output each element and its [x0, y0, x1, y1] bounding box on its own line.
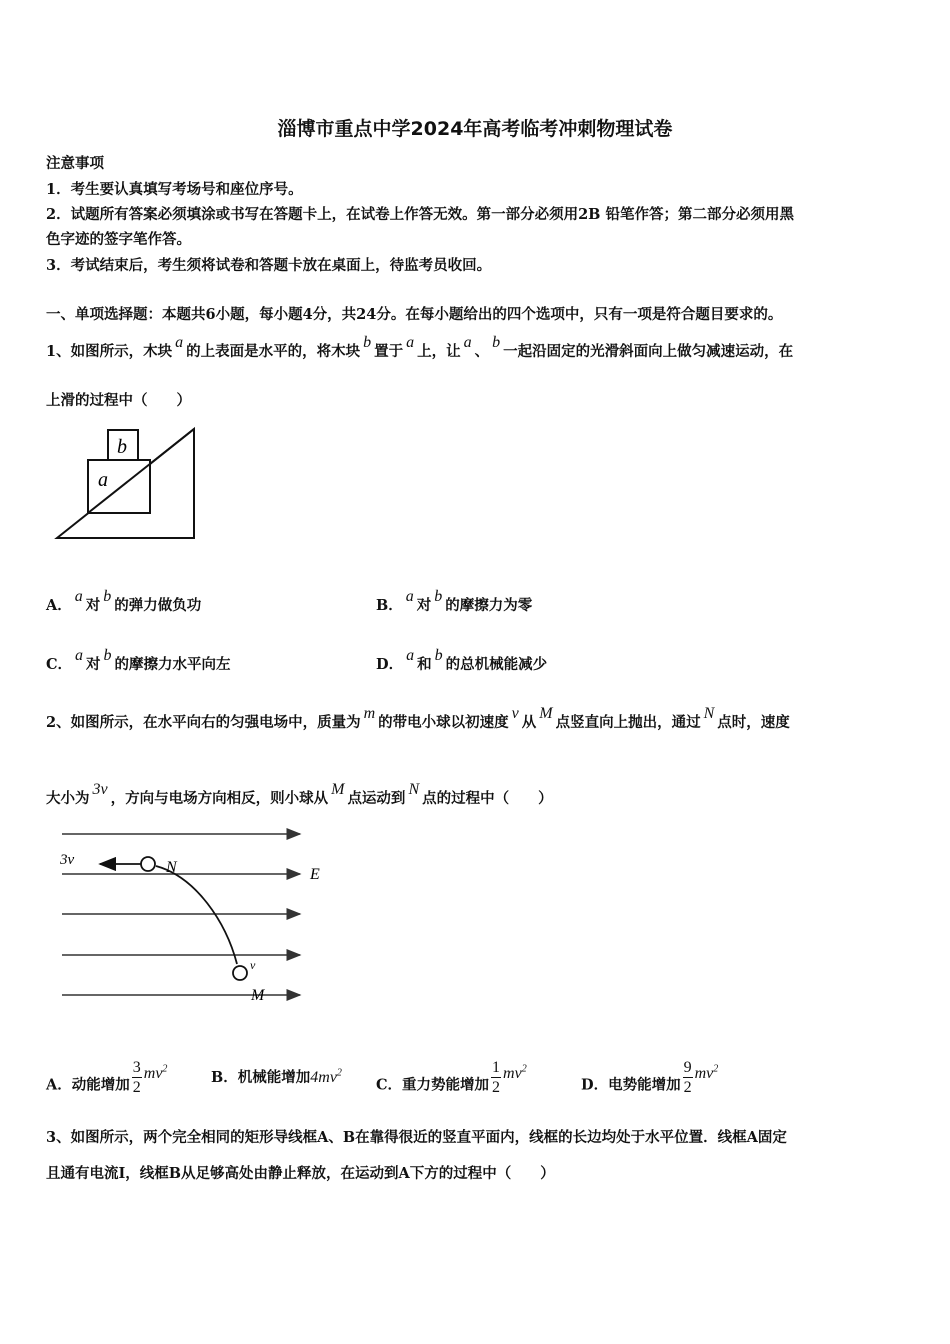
frac-den: 2	[683, 1079, 692, 1096]
q1-option-b-var-b: b	[434, 588, 443, 605]
frac-num: 9	[683, 1059, 692, 1076]
q1-text-6: 一起沿固定的光滑斜面向上做匀减速运动，在	[503, 343, 794, 360]
label-3v: 3v	[60, 852, 75, 868]
q1-option-b-mid: 对	[416, 597, 432, 614]
q1-text-1: 1、如图所示，木块	[46, 343, 173, 360]
q1-var-a-2: a	[406, 334, 415, 351]
question-3-stem: 3、如图所示，两个完全相同的矩形导线框A、B在靠得很近的竖直平面内，线框的长边均处于水平位置．线框A固定	[46, 1129, 787, 1146]
question-3-stem-line-2: 且通有电流I，线框B从足够高处由静止释放，在运动到A下方的过程中（ ）	[46, 1165, 555, 1182]
q1-option-d[interactable]	[376, 647, 548, 674]
q2-option-a-label: A．	[46, 1076, 72, 1094]
q2-option-d-fraction	[683, 1058, 693, 1097]
label-E: E	[310, 866, 320, 883]
q2-text-3: 从	[521, 714, 537, 731]
ball-at-N	[141, 857, 155, 871]
q1-option-c-label: C．	[46, 656, 73, 673]
notice-item-2-cont: 色字迹的签字笔作答。	[46, 231, 191, 248]
frac-num: 1	[492, 1059, 501, 1076]
q1-option-c-var-a: a	[75, 647, 84, 664]
block-b-label: b	[117, 436, 127, 458]
incline-top-segment	[138, 429, 194, 460]
q2-var-N-2: N	[408, 781, 420, 798]
frac-den: 2	[492, 1079, 501, 1096]
q1-option-b-text: 的摩擦力为零	[445, 597, 533, 614]
q2-var-3v: 3v	[92, 781, 108, 798]
q2-option-d-label: D．	[581, 1076, 609, 1094]
frac-den: 2	[132, 1079, 141, 1096]
q1-option-b-label: B．	[376, 597, 403, 614]
q2-option-a-text: 动能增加	[71, 1076, 130, 1094]
q2-l2-text-4: 点的过程中（ ）	[422, 790, 553, 807]
notice-heading: 注意事项	[46, 155, 104, 172]
q2-text-5: 点时，速度	[717, 714, 790, 731]
mv-square: 2	[713, 1063, 719, 1075]
q2-var-N: N	[703, 705, 715, 722]
label-v: v	[250, 958, 256, 972]
q2-l2-text-1: 大小为	[46, 790, 90, 807]
q2-option-c-mv	[503, 1065, 527, 1082]
q1-option-c-text: 的摩擦力水平向左	[114, 656, 231, 673]
question-2-stem	[46, 705, 790, 732]
q1-option-a-mid: 对	[85, 597, 101, 614]
q1-var-a: a	[175, 334, 184, 351]
q1-incline-figure	[52, 424, 202, 542]
q1-var-a-3: a	[463, 334, 472, 351]
q2-text-1: 2、如图所示，在水平向右的匀强电场中，质量为	[46, 714, 361, 731]
notice-item-2: 2．试题所有答案必须填涂或书写在答题卡上，在试卷上作答无效。第一部分必须用2B 铅笔作答；第二部分必须用黑	[46, 206, 794, 223]
q2-option-c-fraction	[491, 1058, 501, 1097]
q1-option-c-mid: 对	[86, 656, 101, 673]
page-title: 淄博市重点中学2024年高考临考冲刺物理试卷	[277, 118, 673, 140]
q2-var-m: m	[363, 705, 376, 722]
q1-option-c-var-b: b	[103, 647, 112, 664]
q2-field-figure	[56, 822, 336, 1007]
q2-text-2: 的带电小球以初速度	[378, 714, 509, 731]
q1-text-4: 上，让	[417, 343, 461, 360]
mv-square: 2	[336, 1067, 342, 1079]
q2-option-b-label: B．	[211, 1069, 238, 1086]
ball-at-M	[233, 966, 247, 980]
q1-option-b-var-a: a	[405, 588, 414, 605]
q1-var-b: b	[363, 334, 372, 351]
q2-option-c-text: 重力势能增加	[402, 1076, 490, 1094]
q1-option-d-text: 的总机械能减少	[445, 656, 548, 673]
q1-option-b[interactable]	[376, 588, 533, 615]
q2-var-v: v	[511, 705, 519, 722]
q2-option-b[interactable]	[211, 1066, 342, 1087]
notice-item-1: 1．考生要认真填写考场号和座位序号。	[46, 181, 303, 198]
q2-l2-text-2: ，方向与电场方向相反，则小球从	[110, 790, 329, 807]
q2-option-d-text: 电势能增加	[608, 1076, 681, 1094]
mv-text: mv	[694, 1064, 714, 1082]
q2-text-4: 点竖直向上抛出，通过	[555, 714, 701, 731]
q1-option-a[interactable]	[46, 588, 202, 615]
q1-option-d-var-b: b	[434, 647, 443, 664]
mv-square: 2	[162, 1063, 168, 1075]
block-a-label: a	[98, 469, 108, 491]
question-1-stem-line-2: 上滑的过程中（ ）	[46, 392, 191, 409]
q2-option-a-mv	[144, 1065, 168, 1082]
section-heading: 一、单项选择题：本题共6小题，每小题4分，共24分。在每小题给出的四个选项中，只有一项是符合题目要求的。	[46, 306, 783, 323]
label-N: N	[166, 859, 177, 876]
q2-var-M-2: M	[331, 781, 345, 798]
q1-option-d-label: D．	[376, 656, 404, 673]
q1-option-a-label: A．	[46, 597, 72, 614]
label-M: M	[251, 987, 265, 1004]
question-2-stem-line-2	[46, 781, 553, 808]
q1-option-a-text: 的弹力做负功	[114, 597, 202, 614]
q1-option-a-var-a: a	[74, 588, 83, 605]
notice-item-3: 3．考试结束后，考生须将试卷和答题卡放在桌面上，待监考员收回。	[46, 257, 492, 274]
mv-text: mv	[318, 1069, 337, 1086]
q1-option-c[interactable]	[46, 647, 231, 674]
mv-square: 2	[521, 1063, 527, 1075]
frac-num: 3	[132, 1059, 141, 1076]
q2-var-M: M	[539, 705, 553, 722]
q1-text-2: 的上表面是水平的，将木块	[186, 343, 361, 360]
q2-option-b-text: 机械能增加	[237, 1069, 311, 1086]
q1-option-d-mid: 和	[417, 656, 432, 673]
q2-l2-text-3: 点运动到	[347, 790, 406, 807]
q2-option-c[interactable]	[376, 1059, 527, 1105]
q2-option-a-fraction	[132, 1058, 142, 1097]
q1-option-d-var-a: a	[406, 647, 415, 664]
question-1-stem	[46, 334, 794, 361]
q2-option-c-label: C．	[376, 1076, 403, 1094]
q1-var-b-2: b	[492, 334, 501, 351]
q1-option-a-var-b: b	[103, 588, 112, 605]
q2-option-d[interactable]	[581, 1059, 719, 1105]
mv-text: mv	[143, 1064, 163, 1082]
q2-option-d-mv	[695, 1065, 719, 1082]
trajectory	[156, 866, 237, 964]
q2-option-b-mv	[310, 1069, 342, 1086]
q1-text-5: 、	[474, 343, 490, 360]
q2-option-a[interactable]	[46, 1059, 168, 1105]
mv-text: mv	[503, 1064, 522, 1082]
q1-text-3: 置于	[374, 343, 404, 360]
coef: 4	[310, 1069, 319, 1086]
